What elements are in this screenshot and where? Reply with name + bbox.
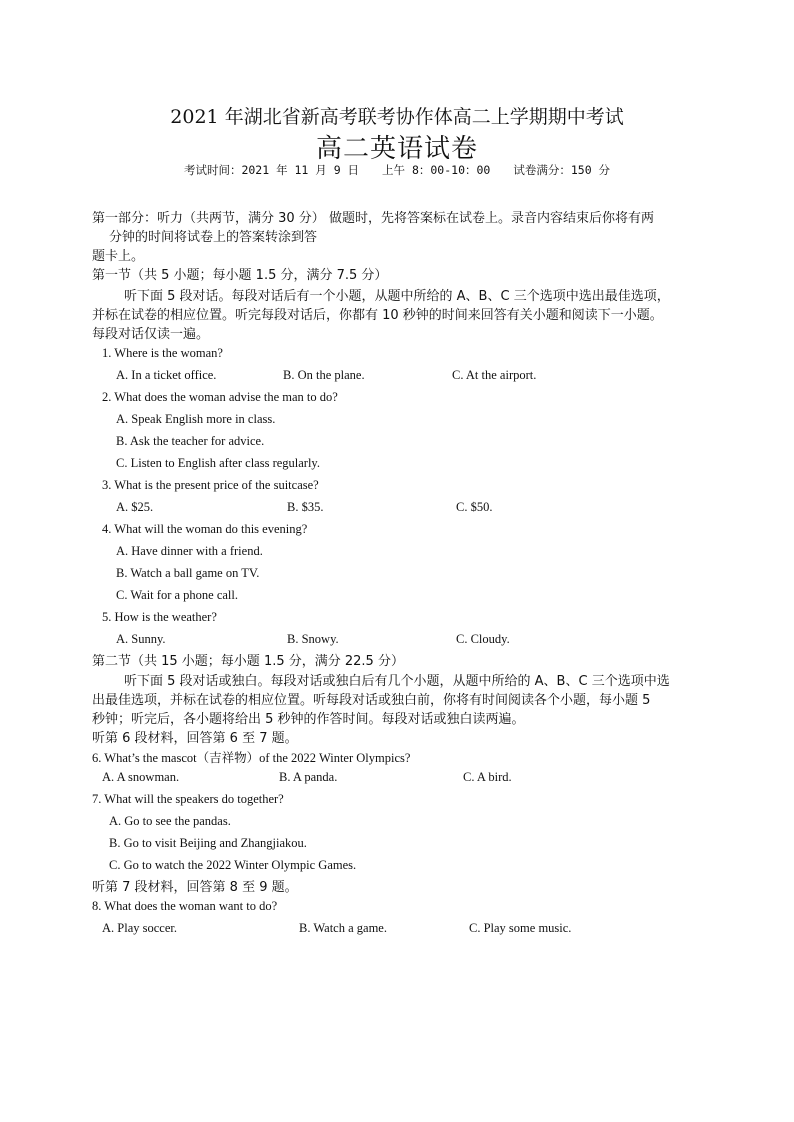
q4-option-b: B. Watch a ball game on TV. bbox=[116, 566, 260, 580]
q7-stem: 7. What will the speakers do together? bbox=[92, 792, 284, 806]
q5-option-b: B. Snowy. bbox=[287, 632, 339, 646]
material7-note: 听第 7 段材料，回答第 8 至 9 题。 bbox=[92, 880, 298, 895]
material6-note: 听第 6 段材料，回答第 6 至 7 题。 bbox=[92, 731, 298, 746]
part1-heading-line3: 题卡上。 bbox=[92, 249, 145, 264]
section1-instr-line2: 并标在试卷的相应位置。听完每段对话后，你都有 10 秒钟的时间来回答有关小题和阅读下一小题。 bbox=[92, 308, 663, 323]
q4-option-c: C. Wait for a phone call. bbox=[116, 588, 238, 602]
section1-instr-line3: 每段对话仅读一遍。 bbox=[92, 327, 210, 342]
q4-option-a: A. Have dinner with a friend. bbox=[116, 544, 263, 558]
q6-stem: 6. What’s the mascot（吉祥物）of the 2022 Winter Olympics? bbox=[92, 751, 411, 765]
section2-instr-line1: 听下面 5 段对话或独白。每段对话或独白后有几个小题，从题中所给的 A、B、C 三个选项中选 bbox=[124, 674, 670, 689]
q2-option-b: B. Ask the teacher for advice. bbox=[116, 434, 265, 448]
q2-stem: 2. What does the woman advise the man to do? bbox=[102, 390, 338, 404]
q1-stem: 1. Where is the woman? bbox=[102, 346, 223, 360]
q7-option-c: C. Go to watch the 2022 Winter Olympic Games. bbox=[109, 858, 357, 872]
q8-stem: 8. What does the woman want to do? bbox=[92, 899, 278, 913]
q7-option-b: B. Go to visit Beijing and Zhangjiakou. bbox=[109, 836, 307, 850]
exam-info: 考试时间：2021 年 11 月 9 日 上午 8：00-10：00 试卷满分：150 分 bbox=[183, 163, 611, 177]
q6-option-b: B. A panda. bbox=[279, 770, 338, 784]
section2-heading: 第二节（共 15 小题；每小题 1.5 分，满分 22.5 分） bbox=[92, 654, 404, 669]
exam-title: 2021 年湖北省新高考联考协作体高二上学期期中考试 bbox=[170, 106, 624, 128]
q8-option-c: C. Play some music. bbox=[469, 921, 572, 935]
section1-instr-line1: 听下面 5 段对话。每段对话后有一个小题，从题中所给的 A、B、C 三个选项中选出最佳选项， bbox=[124, 289, 670, 304]
section1-heading: 第一节（共 5 小题；每小题 1.5 分，满分 7.5 分） bbox=[92, 268, 388, 283]
q3-option-b: B. $35. bbox=[287, 500, 324, 514]
q3-stem: 3. What is the present price of the suitcase? bbox=[102, 478, 319, 492]
q1-option-b: B. On the plane. bbox=[283, 368, 365, 382]
q4-stem: 4. What will the woman do this evening? bbox=[102, 522, 308, 536]
part1-heading-line2: 分钟的时间将试卷上的答案转涂到答 bbox=[109, 230, 318, 245]
q3-option-c: C. $50. bbox=[456, 500, 493, 514]
q1-option-c: C. At the airport. bbox=[452, 368, 537, 382]
section2-instr-line2: 出最佳选项，并标在试卷的相应位置。听每段对话或独白前，你将有时间阅读各个小题，每小题 5 bbox=[92, 693, 651, 708]
q8-option-a: A. Play soccer. bbox=[102, 921, 177, 935]
q5-option-c: C. Cloudy. bbox=[456, 632, 510, 646]
q2-option-a: A. Speak English more in class. bbox=[116, 412, 276, 426]
q5-stem: 5. How is the weather? bbox=[102, 610, 217, 624]
q2-option-c: C. Listen to English after class regularly. bbox=[116, 456, 320, 470]
q7-option-a: A. Go to see the pandas. bbox=[109, 814, 231, 828]
q1-option-a: A. In a ticket office. bbox=[116, 368, 217, 382]
section2-instr-line3: 秒钟；听完后，各小题将给出 5 秒钟的作答时间。每段对话或独白读两遍。 bbox=[92, 712, 525, 727]
q6-option-c: C. A bird. bbox=[463, 770, 512, 784]
q6-option-a: A. A snowman. bbox=[102, 770, 180, 784]
exam-subtitle: 高二英语试卷 bbox=[315, 134, 478, 164]
part1-heading-line1: 第一部分：听力（共两节，满分 30 分） 做题时，先将答案标在试卷上。录音内容结束后你将有两 bbox=[92, 211, 654, 226]
q5-option-a: A. Sunny. bbox=[116, 632, 166, 646]
q8-option-b: B. Watch a game. bbox=[299, 921, 387, 935]
q3-option-a: A. $25. bbox=[116, 500, 154, 514]
